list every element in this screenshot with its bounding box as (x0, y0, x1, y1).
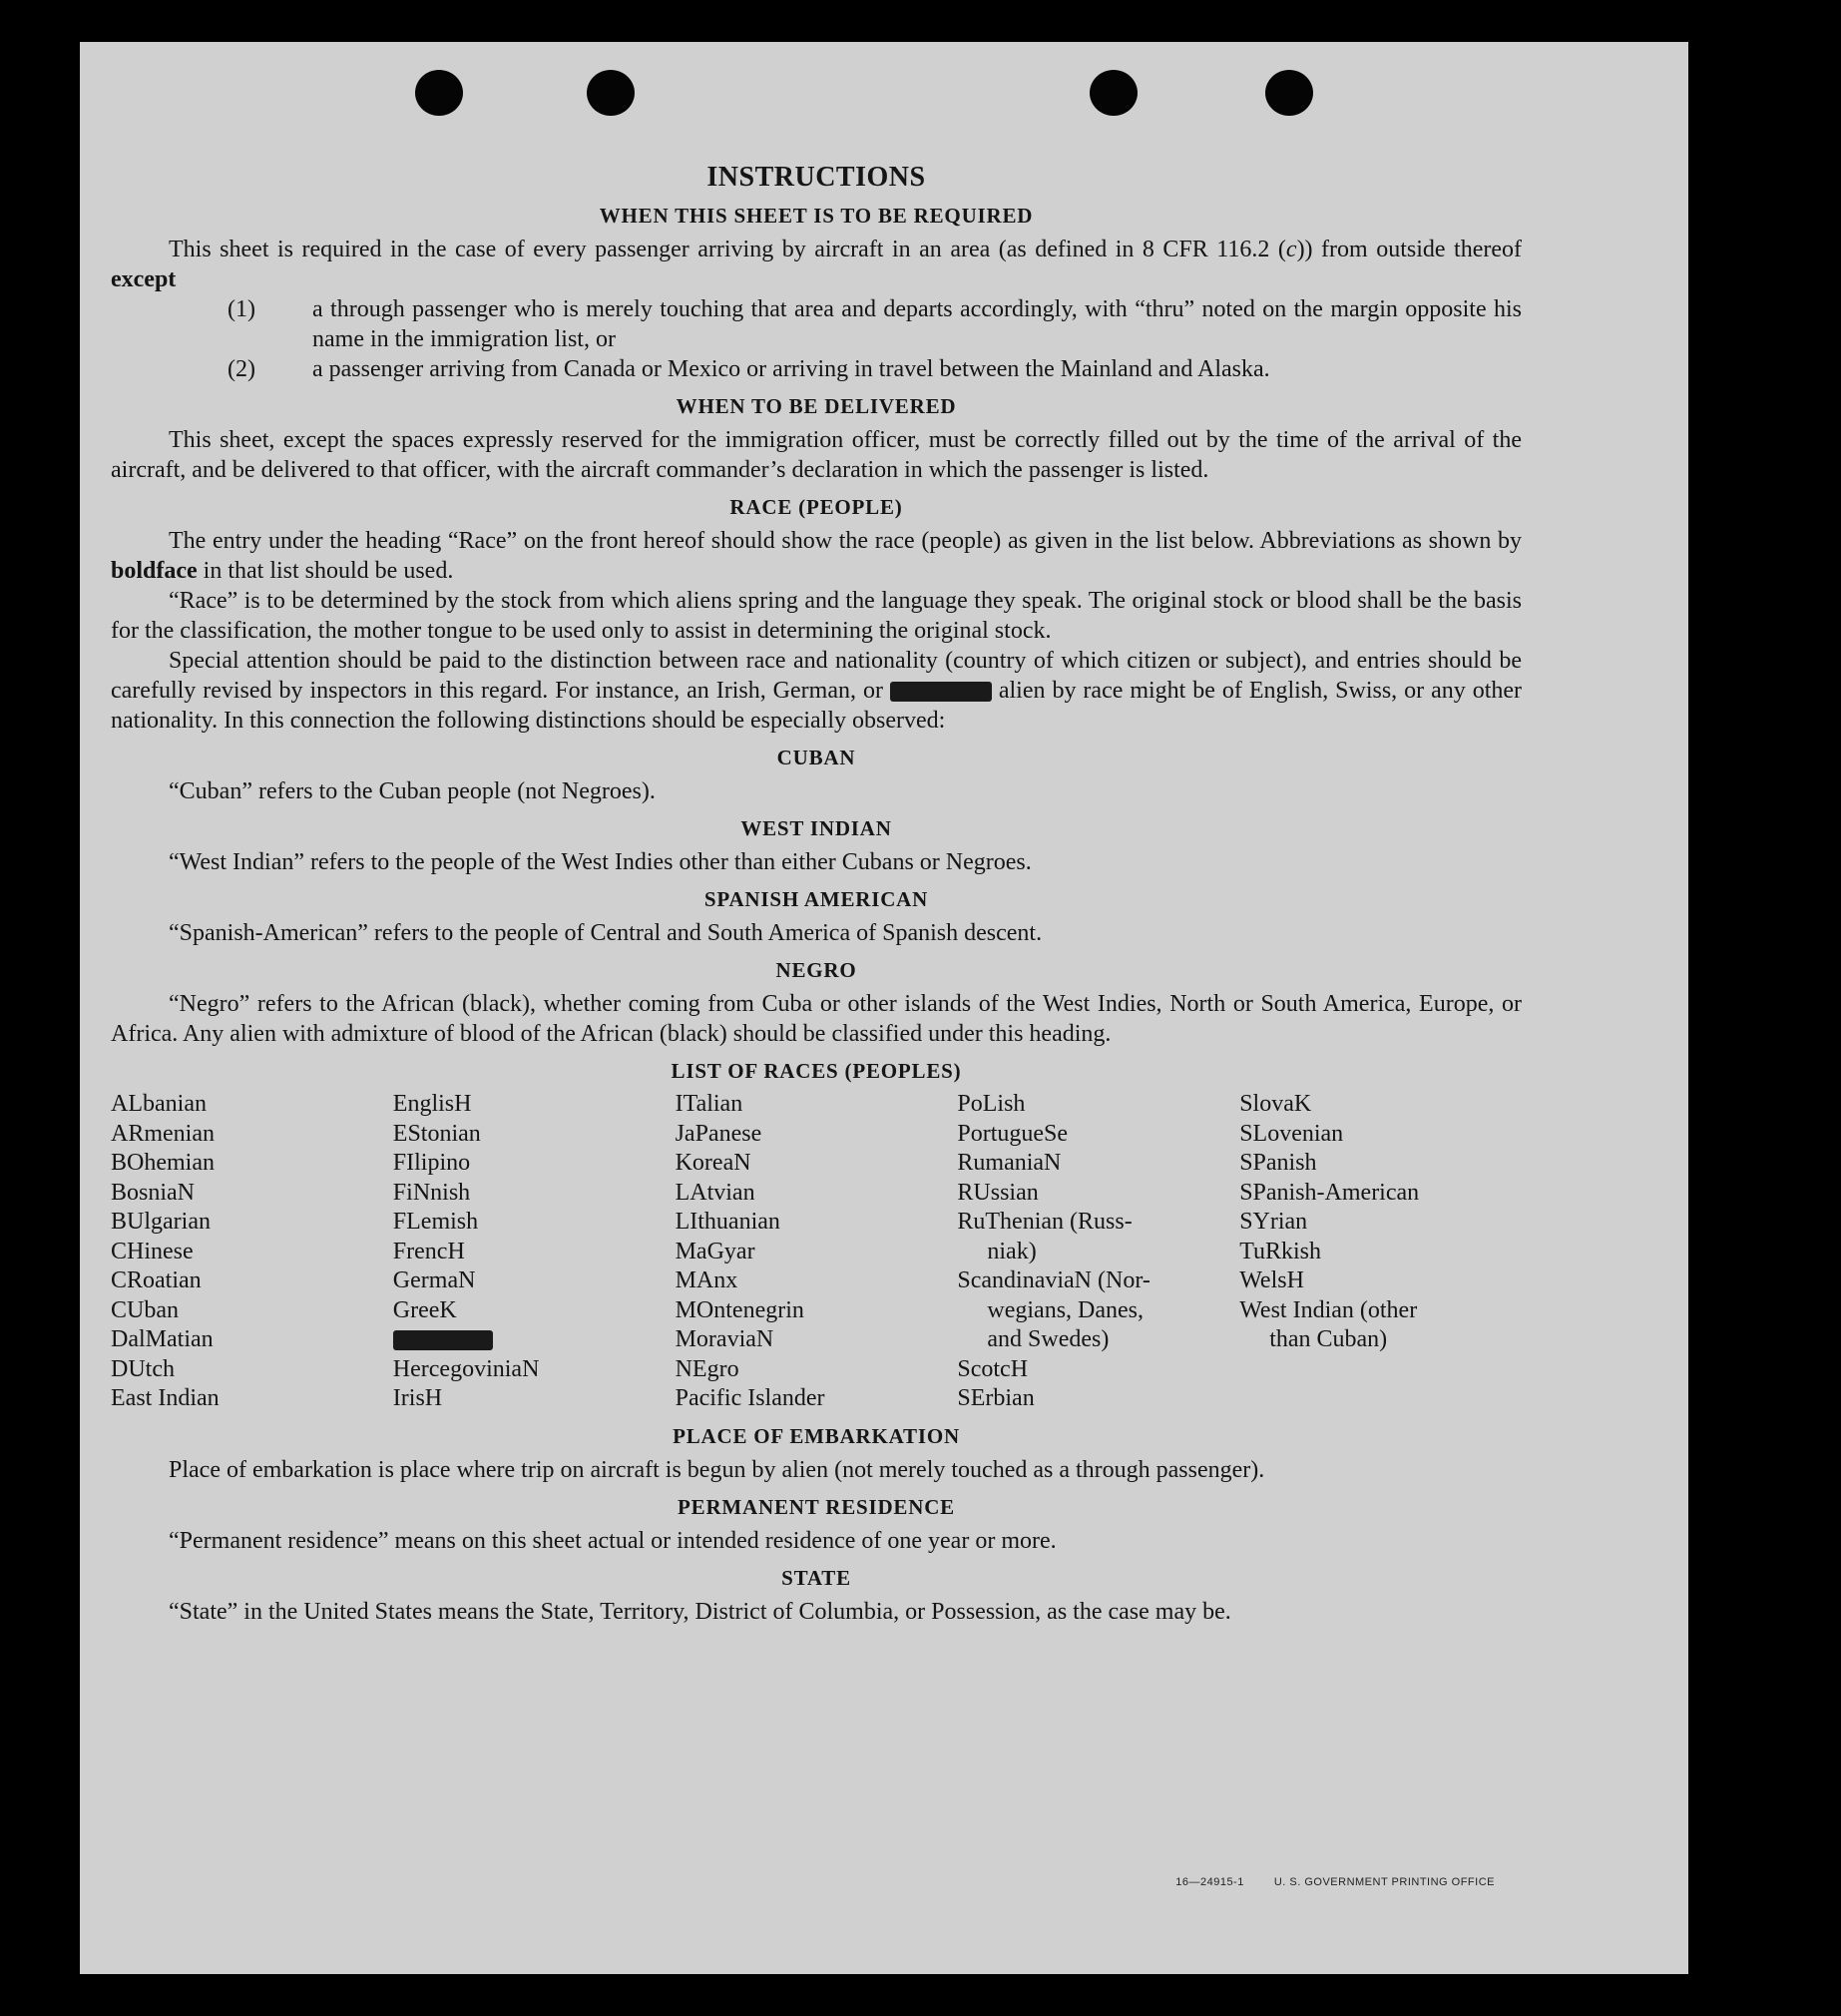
race-entry: FLemish (392, 1209, 479, 1235)
race-column-4 (957, 1090, 1239, 1414)
race-entry: ScotcH (957, 1355, 1029, 1382)
heading-list-of-races: LIST OF RACES (PEOPLES) (671, 1059, 962, 1083)
instructions-content (111, 162, 1522, 1627)
race-entry: DalMatian (111, 1326, 214, 1352)
race-column-5 (1239, 1090, 1522, 1414)
race-entry: RuThenian (Russ- (957, 1209, 1133, 1235)
state-text: “State” in the United States means the State, Territory, District of Columbia, or Possession, as the case may be. (169, 1598, 1231, 1625)
punch-hole (587, 70, 635, 116)
race-entry: FrencH (392, 1238, 465, 1264)
race-entry: SlovaK (1239, 1091, 1312, 1117)
race-entry: West Indian (other (1239, 1296, 1418, 1323)
race-entry: FIlipino (392, 1150, 471, 1176)
race-column-3 (676, 1090, 958, 1414)
race-column-1 (111, 1090, 393, 1414)
embarkation-text: Place of embarkation is place where trip on aircraft is begun by alien (not merely touched as a through passenger). (169, 1456, 1265, 1483)
race-entry: SYrian (1239, 1209, 1308, 1235)
cuban-text: “Cuban” refers to the Cuban people (not Negroes). (169, 778, 656, 804)
race-entry-continuation: than Cuban) (1269, 1326, 1388, 1352)
redaction-mark (890, 682, 992, 702)
race-entry: IrisH (392, 1385, 443, 1411)
heading-spanish-american: SPANISH AMERICAN (703, 887, 929, 911)
race-entry: BUlgarian (111, 1209, 211, 1235)
race-paragraph-3: Special attention should be paid to the distinction between race and nationality (country of which citizen or subject), and entries should be carefully revised by inspectors in this regard. For instance, an Irish, German, or alien by race might be of English, Swiss, or any other nationality. In this connection the following distinctions should be especially observed: (111, 648, 1523, 734)
race-entry: SLovenian (1239, 1120, 1344, 1147)
punch-hole (1090, 70, 1138, 116)
race-entry: LIthuanian (675, 1209, 780, 1235)
race-entry: Pacific Islander (675, 1385, 825, 1411)
heading-west-indian: WEST INDIAN (740, 816, 892, 840)
race-entry: ITalian (675, 1091, 743, 1117)
heading-when-required: WHEN THIS SHEET IS TO BE REQUIRED (599, 204, 1034, 228)
race-entry-continuation: niak) (987, 1238, 1037, 1264)
race-entry: BOhemian (111, 1150, 215, 1176)
residence-text: “Permanent residence” means on this sheet actual or intended residence of one year or more. (169, 1527, 1057, 1554)
race-entry: TuRkish (1239, 1238, 1322, 1264)
race-entry: KoreaN (675, 1150, 751, 1176)
race-entry: RUssian (957, 1179, 1039, 1206)
exception-item-2: (2) a passenger arriving from Canada or Mexico or arriving in travel between the Mainland and Alaska. (228, 356, 1270, 382)
west-indian-text: “West Indian” refers to the people of the West Indies other than either Cubans or Negroes. (169, 849, 1032, 875)
race-entry: MaGyar (675, 1238, 755, 1264)
race-entry: East Indian (111, 1385, 220, 1411)
race-entry: PortugueSe (957, 1120, 1069, 1147)
race-entry: EStonian (392, 1120, 481, 1147)
race-entry: CUban (111, 1296, 179, 1323)
heading-permanent-residence: PERMANENT RESIDENCE (678, 1494, 955, 1519)
punch-hole (1265, 70, 1313, 116)
race-entry-continuation: wegians, Danes, (987, 1296, 1145, 1323)
race-entry: BosniaN (111, 1179, 195, 1206)
heading-race: RACE (PEOPLE) (729, 495, 903, 519)
race-entry: LAtvian (675, 1179, 755, 1206)
race-entry: CRoatian (111, 1267, 202, 1293)
race-entry: PoLish (957, 1091, 1026, 1117)
race-paragraph-1: The entry under the heading “Race” on the front hereof should show the race (people) as given in the list below. Abbreviations as shown by boldface in that list should be used. (111, 528, 1522, 584)
race-entry: WelsH (1239, 1267, 1304, 1293)
spanish-american-text: “Spanish-American” refers to the people of Central and South America of Spanish descent. (169, 920, 1043, 946)
race-entry: MAnx (675, 1267, 738, 1293)
race-entry: ARmenian (111, 1120, 215, 1147)
instruction-sheet (80, 42, 1688, 1974)
printer-credit: U. S. GOVERNMENT PRINTING OFFICE (1273, 1876, 1495, 1888)
race-list (111, 1090, 1522, 1414)
race-entry: ALbanian (111, 1091, 207, 1117)
form-footer (1146, 1876, 1495, 1888)
punch-hole (415, 70, 463, 116)
race-entry: SErbian (957, 1385, 1035, 1411)
race-entry: SPanish-American (1239, 1179, 1420, 1206)
heading-state: STATE (781, 1565, 851, 1590)
race-column-2 (393, 1090, 676, 1414)
race-entry-continuation: and Swedes) (987, 1326, 1110, 1352)
heading-negro: NEGRO (775, 958, 857, 982)
race-entry-redacted (393, 1325, 676, 1355)
race-entry: FiNnish (392, 1179, 471, 1206)
race-entry: NEgro (675, 1355, 739, 1382)
heading-embarkation: PLACE OF EMBARKATION (673, 1423, 960, 1448)
race-entry: DUtch (111, 1355, 175, 1382)
exception-item-1: (1) a through passenger who is merely touching that area and departs accordingly, with “thru” noted on the margin opposite his name in the immigration list, or (228, 296, 1522, 352)
race-entry: GermaN (392, 1267, 476, 1293)
race-paragraph-2: “Race” is to be determined by the stock from which aliens spring and the language they speak. The original stock or blood shall be the basis for the classification, the mother tongue to be used only to assist in determining the original stock. (111, 588, 1522, 644)
redaction-mark (393, 1330, 493, 1350)
race-entry: RumaniaN (957, 1150, 1062, 1176)
required-intro: This sheet is required in the case of every passenger arriving by aircraft in an area (as defined in 8 CFR 116.2 (c)) from outside thereof except (111, 237, 1523, 292)
race-entry: ScandinaviaN (Nor- (957, 1267, 1151, 1293)
heading-cuban: CUBAN (776, 746, 856, 769)
race-entry: CHinese (111, 1238, 194, 1264)
delivered-text: This sheet, except the spaces expressly reserved for the immigration officer, must be correctly filled out by the time of the arrival of the aircraft, and be delivered to that officer, with the aircraft commander’s declaration in which the passenger is listed. (111, 427, 1522, 483)
race-entry: JaPanese (675, 1120, 762, 1147)
race-entry: HercegoviniaN (392, 1355, 540, 1382)
heading-when-delivered: WHEN TO BE DELIVERED (676, 394, 957, 418)
race-entry: EnglisH (392, 1091, 472, 1117)
page-title: INSTRUCTIONS (706, 162, 926, 193)
negro-text: “Negro” refers to the African (black), whether coming from Cuba or other islands of the West Indies, North or South America, Europe, or Africa. Any alien with admixture of blood of the African (black) should be classified under this heading. (111, 991, 1522, 1047)
race-entry: MoraviaN (675, 1326, 774, 1352)
race-entry: MOntenegrin (675, 1296, 804, 1323)
race-entry: SPanish (1239, 1150, 1317, 1176)
form-number: 16—24915-1 (1175, 1876, 1244, 1888)
race-entry: GreeK (392, 1296, 457, 1323)
